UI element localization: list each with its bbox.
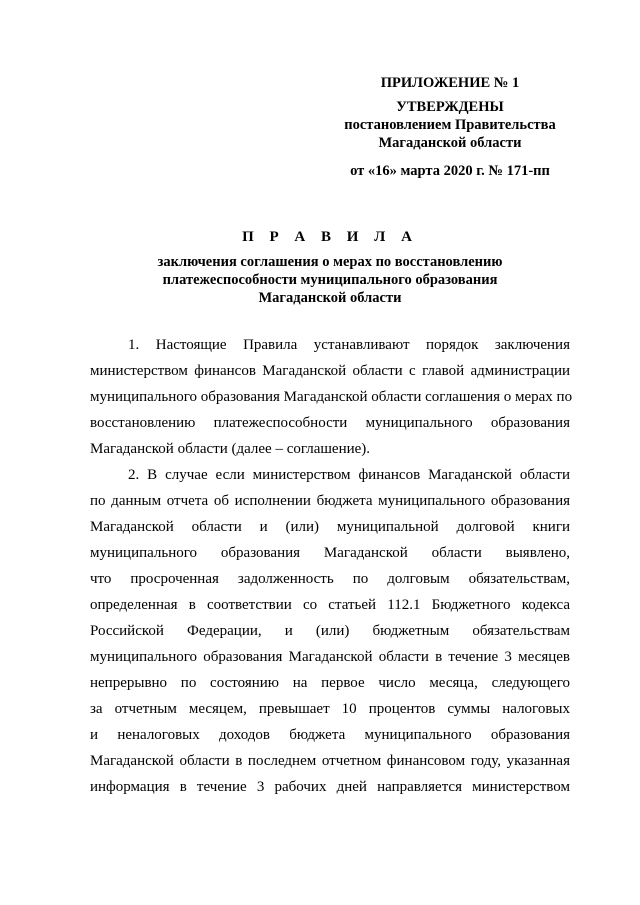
approved-label: УТВЕРЖДЕНЫ — [396, 99, 504, 115]
paragraph-line: восстановлению платежеспособности муниципального образования — [90, 415, 570, 431]
subtitle-line: заключения соглашения о мерах по восстановлению — [157, 254, 503, 270]
decree-date: от «16» марта 2020 г. № 171-пп — [350, 163, 550, 179]
paragraph-line: муниципального образования Магаданской области соглашения о мерах по — [90, 389, 573, 405]
paragraph-line: Российской Федерации, и (или) бюджетным обязательствам — [90, 623, 570, 639]
paragraph-line: муниципального образования Магаданской области в течение 3 месяцев — [90, 649, 570, 665]
rules-subtitle — [90, 253, 570, 307]
paragraph-line: Магаданской области и (или) муниципальной долговой книги — [90, 519, 570, 535]
subtitle-line: Магаданской области — [258, 290, 402, 306]
paragraph-line: и неналоговых доходов бюджета муниципального образования — [90, 727, 570, 743]
appendix-number: ПРИЛОЖЕНИЕ № 1 — [380, 75, 520, 91]
paragraph-line: муниципального образования Магаданской области выявлено, — [90, 545, 570, 561]
decree-line: постановлением Правительства — [344, 117, 556, 133]
paragraph-line: непрерывно по состоянию на первое число месяца, следующего — [90, 675, 570, 691]
paragraph-line: министерством финансов Магаданской области с главой администрации — [90, 363, 570, 379]
paragraph-line: что просроченная задолженность по долговым обязательствам, — [90, 571, 570, 587]
paragraph-line: за отчетным месяцем, превышает 10 процентов суммы налоговых — [90, 701, 570, 717]
region-line: Магаданской области — [378, 135, 522, 151]
subtitle-line: платежеспособности муниципального образования — [162, 272, 498, 288]
paragraph-line: по данным отчета об исполнении бюджета муниципального образования — [90, 493, 570, 509]
paragraph-line: определенная в соответствии со статьей 112.1 Бюджетного кодекса — [90, 597, 570, 613]
paragraph-line: 2. В случае если министерством финансов Магаданской области — [128, 467, 570, 483]
paragraph-line: 1. Настоящие Правила устанавливают порядок заключения — [128, 337, 570, 353]
paragraph-line: Магаданской области (далее – соглашение). — [90, 441, 371, 457]
paragraph-line: информация в течение 3 рабочих дней направляется министерством — [90, 779, 570, 795]
paragraph-line: Магаданской области в последнем отчетном финансовом году, указанная — [90, 753, 570, 769]
rules-title: П Р А В И Л А — [242, 229, 418, 245]
